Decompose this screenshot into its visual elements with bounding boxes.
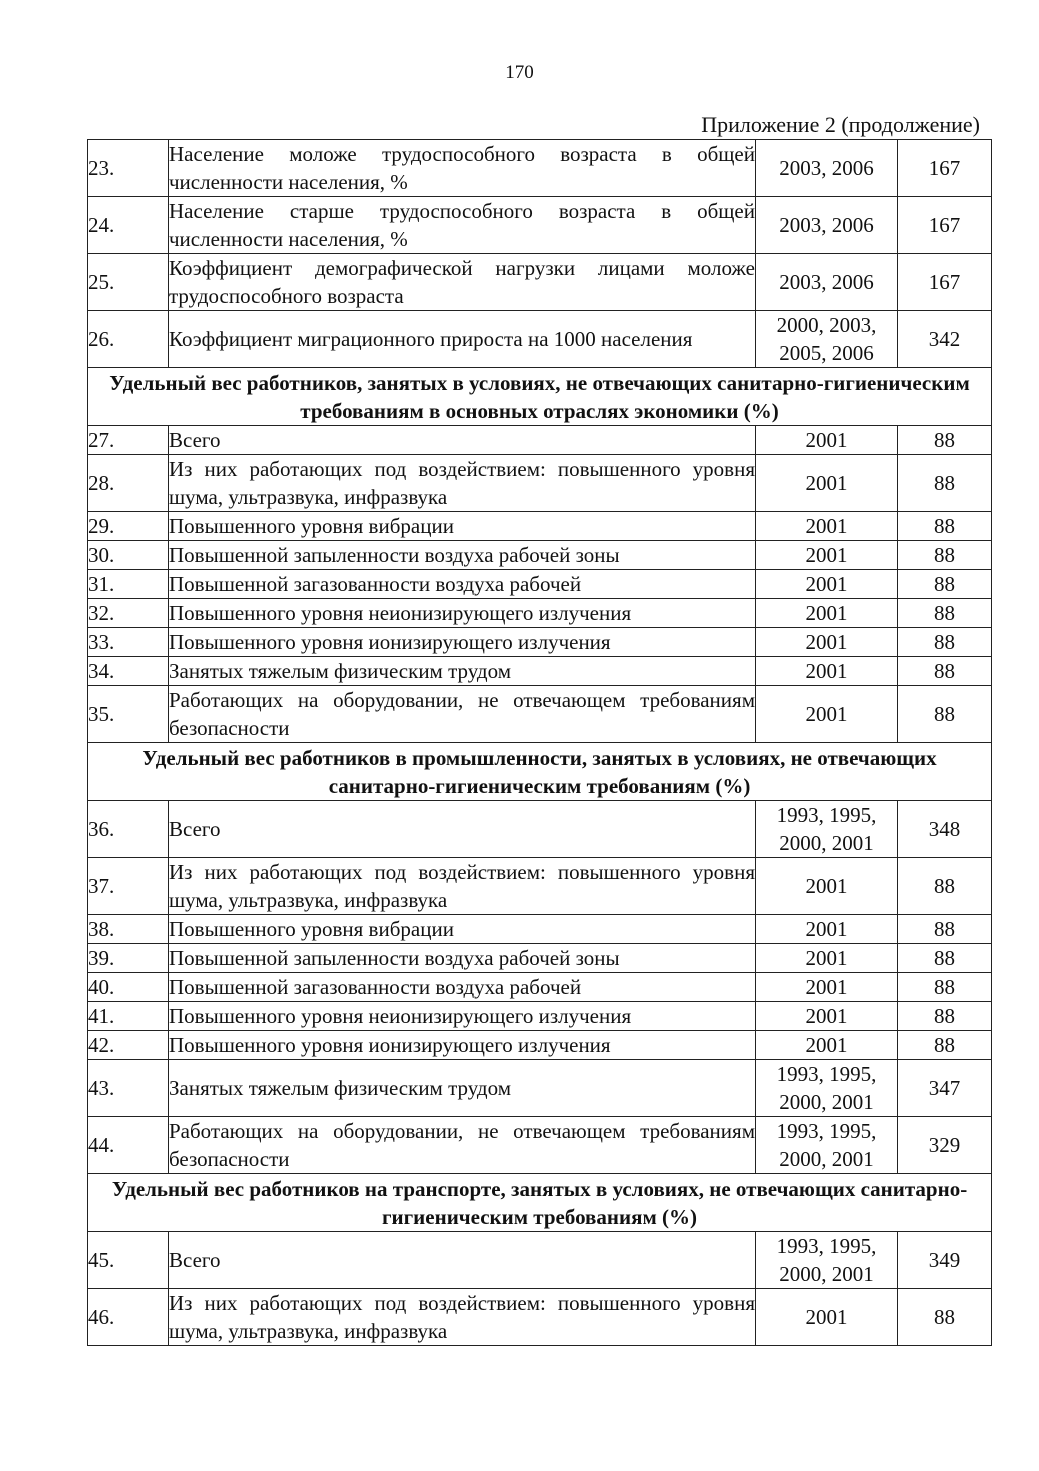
years-cell: 1993, 1995, 2000, 2001 [756,801,898,858]
table-row [88,858,992,915]
row-number: 43. [88,1060,169,1117]
row-number: 24. [88,197,169,254]
indicator-name: Из них работающих под воздействием: повышенного уровня шума, ультразвука, инфразвука [169,1289,756,1346]
indicator-name: Повышенной запыленности воздуха рабочей зоны [169,541,756,570]
page-ref-cell: 167 [898,140,992,197]
indicator-name: Повышенного уровня вибрации [169,915,756,944]
page-ref-cell: 167 [898,254,992,311]
table-row [88,426,992,455]
page-ref-cell: 88 [898,944,992,973]
indicator-name: Повышенной загазованности воздуха рабочей [169,570,756,599]
row-number: 23. [88,140,169,197]
years-cell: 1993, 1995, 2000, 2001 [756,1060,898,1117]
indicator-name: Повышенного уровня вибрации [169,512,756,541]
row-number: 26. [88,311,169,368]
indicator-name: Повышенной запыленности воздуха рабочей зоны [169,944,756,973]
table-row [88,1002,992,1031]
indicator-name: Повышенного уровня ионизирующего излучения [169,628,756,657]
table-row [88,1117,992,1174]
page-ref-cell: 167 [898,197,992,254]
table-row [88,197,992,254]
indicator-name: Коэффициент демографической нагрузки лицами моложе трудоспособного возраста [169,254,756,311]
row-number: 42. [88,1031,169,1060]
page-ref-cell: 348 [898,801,992,858]
page-ref-cell: 88 [898,915,992,944]
years-cell: 1993, 1995, 2000, 2001 [756,1117,898,1174]
table-row [88,686,992,743]
indicator-name: Работающих на оборудовании, не отвечающем требованиям безопасности [169,686,756,743]
indicator-name: Из них работающих под воздействием: повышенного уровня шума, ультразвука, инфразвука [169,455,756,512]
table-row [88,973,992,1002]
years-cell: 2001 [756,541,898,570]
table-body [88,140,992,1346]
table-row [88,801,992,858]
row-number: 34. [88,657,169,686]
indicator-name: Население старше трудоспособного возраста в общей численности населения, % [169,197,756,254]
indicator-name: Коэффициент миграционного прироста на 1000 населения [169,311,756,368]
indicator-name: Повышенного уровня неионизирующего излучения [169,599,756,628]
row-number: 45. [88,1232,169,1289]
years-cell: 2000, 2003, 2005, 2006 [756,311,898,368]
page-number: 170 [505,62,534,83]
indicator-name: Население моложе трудоспособного возраста в общей численности населения, % [169,140,756,197]
page-ref-cell: 88 [898,426,992,455]
section-header: Удельный вес работников на транспорте, занятых в условиях, не отвечающих санитарно-гигиеническим требованиям (%) [88,1174,992,1232]
page-ref-cell: 88 [898,512,992,541]
indicator-name: Повышенного уровня неионизирующего излучения [169,1002,756,1031]
years-cell: 2003, 2006 [756,197,898,254]
years-cell: 2001 [756,628,898,657]
years-cell: 2003, 2006 [756,254,898,311]
row-number: 29. [88,512,169,541]
page-ref-cell: 88 [898,628,992,657]
table-row [88,628,992,657]
table-row [88,254,992,311]
years-cell: 2001 [756,858,898,915]
years-cell: 2001 [756,426,898,455]
indicator-name: Всего [169,1232,756,1289]
indicator-name: Всего [169,426,756,455]
page-ref-cell: 349 [898,1232,992,1289]
years-cell: 2001 [756,599,898,628]
section-header-row [88,743,992,801]
table-row [88,1289,992,1346]
section-header: Удельный вес работников, занятых в условиях, не отвечающих санитарно-гигиеническим требованиям в основных отраслях экономики (%) [88,368,992,426]
years-cell: 2001 [756,915,898,944]
indicator-name: Занятых тяжелым физическим трудом [169,1060,756,1117]
appendix-note: Приложение 2 (продолжение) [701,112,980,137]
table-row [88,311,992,368]
table-row [88,657,992,686]
years-cell: 2001 [756,1002,898,1031]
row-number: 35. [88,686,169,743]
indicator-name: Повышенного уровня ионизирующего излучения [169,1031,756,1060]
years-cell: 2001 [756,1031,898,1060]
indicator-name: Работающих на оборудовании, не отвечающем требованиям безопасности [169,1117,756,1174]
years-cell: 2001 [756,512,898,541]
section-header-row [88,1174,992,1232]
years-cell: 2001 [756,455,898,512]
years-cell: 2001 [756,570,898,599]
page-ref-cell: 88 [898,541,992,570]
row-number: 46. [88,1289,169,1346]
table-row [88,1031,992,1060]
row-number: 33. [88,628,169,657]
indicator-name: Всего [169,801,756,858]
table-row [88,140,992,197]
table-row [88,570,992,599]
indicator-name: Из них работающих под воздействием: повышенного уровня шума, ультразвука, инфразвука [169,858,756,915]
table-row [88,455,992,512]
table-row [88,1060,992,1117]
page-ref-cell: 88 [898,858,992,915]
table-row [88,512,992,541]
row-number: 40. [88,973,169,1002]
page-ref-cell: 88 [898,1031,992,1060]
row-number: 41. [88,1002,169,1031]
indicators-table [87,139,992,1346]
row-number: 39. [88,944,169,973]
row-number: 44. [88,1117,169,1174]
table-row [88,944,992,973]
table-row [88,1232,992,1289]
page-ref-cell: 88 [898,455,992,512]
row-number: 37. [88,858,169,915]
indicator-name: Повышенной загазованности воздуха рабочей [169,973,756,1002]
row-number: 31. [88,570,169,599]
row-number: 25. [88,254,169,311]
table-row [88,915,992,944]
years-cell: 2001 [756,686,898,743]
years-cell: 2001 [756,657,898,686]
years-cell: 2001 [756,944,898,973]
row-number: 27. [88,426,169,455]
row-number: 28. [88,455,169,512]
page-ref-cell: 88 [898,1002,992,1031]
years-cell: 1993, 1995, 2000, 2001 [756,1232,898,1289]
page-ref-cell: 347 [898,1060,992,1117]
page-ref-cell: 88 [898,657,992,686]
row-number: 30. [88,541,169,570]
indicator-name: Занятых тяжелым физическим трудом [169,657,756,686]
page-ref-cell: 88 [898,686,992,743]
years-cell: 2001 [756,973,898,1002]
table-row [88,599,992,628]
row-number: 36. [88,801,169,858]
years-cell: 2003, 2006 [756,140,898,197]
table-row [88,541,992,570]
page-ref-cell: 88 [898,570,992,599]
section-header: Удельный вес работников в промышленности, занятых в условиях, не отвечающих санитарно-гигиеническим требованиям (%) [88,743,992,801]
page-ref-cell: 342 [898,311,992,368]
page-ref-cell: 88 [898,973,992,1002]
row-number: 38. [88,915,169,944]
section-header-row [88,368,992,426]
years-cell: 2001 [756,1289,898,1346]
page-ref-cell: 88 [898,1289,992,1346]
row-number: 32. [88,599,169,628]
page-ref-cell: 88 [898,599,992,628]
page-ref-cell: 329 [898,1117,992,1174]
